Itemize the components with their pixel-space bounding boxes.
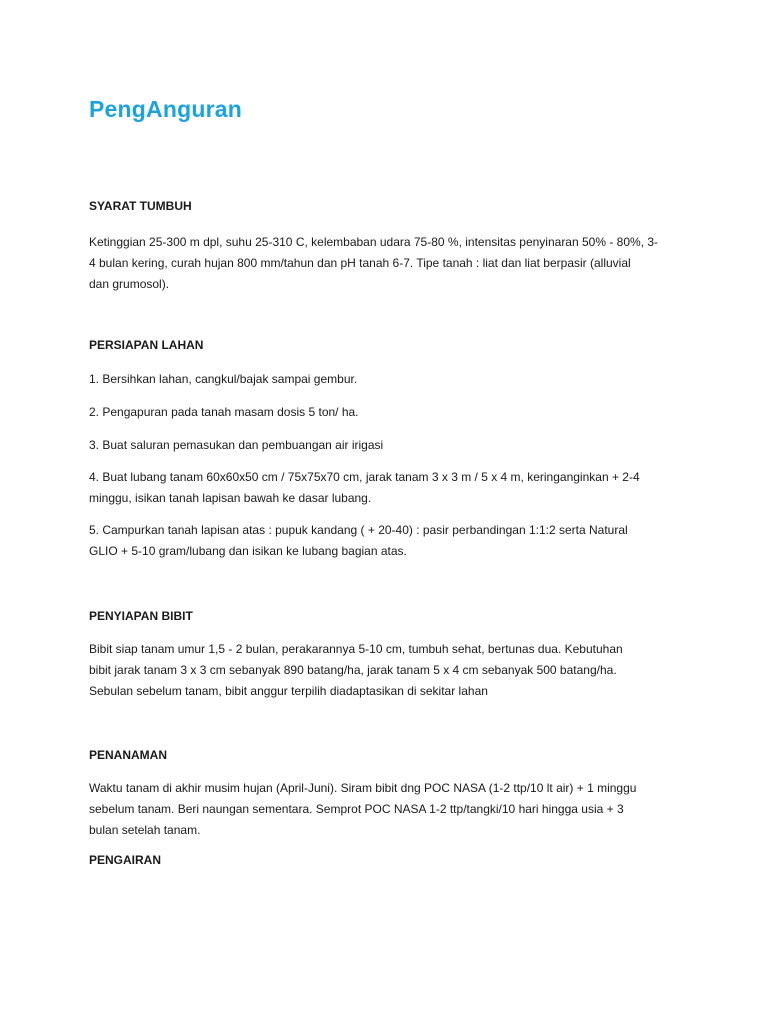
text-line: 3. Buat saluran pemasukan dan pembuangan air irigasi (89, 438, 384, 452)
text-line: dan grumosol). (89, 277, 170, 291)
text-line: sebelum tanam. Beri naungan sementara. Semprot POC NASA 1-2 ttp/tangki/10 hari hingga usia + 3 (89, 802, 624, 816)
text-line: Waktu tanam di akhir musim hujan (April-Juni). Siram bibit dng POC NASA (1-2 ttp/10 lt air) + 1 minggu (89, 781, 637, 795)
paragraph-penanaman (89, 778, 689, 841)
text-line: Bibit siap tanam umur 1,5 - 2 bulan, perakarannya 5-10 cm, tumbuh sehat, bertunas dua. Kebutuhan (89, 642, 623, 656)
paragraph-penyiapan-bibit (89, 639, 689, 702)
text-line: minggu, isikan tanah lapisan bawah ke dasar lubang. (89, 491, 372, 505)
text-line: 5. Campurkan tanah lapisan atas : pupuk kandang ( + 20-40) : pasir perbandingan 1:1:2 serta Natural (89, 523, 628, 537)
list-item-persiapan-4 (89, 467, 689, 509)
text-line: 4. Buat lubang tanam 60x60x50 cm / 75x75x70 cm, jarak tanam 3 x 3 m / 5 x 4 m, keringanginkan + 2-4 (89, 470, 640, 484)
heading-syarat-tumbuh: SYARAT TUMBUH (89, 199, 192, 213)
heading-penanaman: PENANAMAN (89, 748, 167, 762)
text-line: 4 bulan kering, curah hujan 800 mm/tahun dan pH tanah 6-7. Tipe tanah : liat dan liat berpasir (alluvial (89, 256, 631, 270)
document-title: PengAnguran (89, 96, 242, 122)
text-line: GLIO + 5-10 gram/lubang dan isikan ke lubang bagian atas. (89, 544, 407, 558)
list-item-persiapan-2 (89, 402, 689, 423)
text-line: Sebulan sebelum tanam, bibit anggur terpilih diadaptasikan di sekitar lahan (89, 684, 488, 698)
text-line: bulan setelah tanam. (89, 823, 201, 837)
text-line: 2. Pengapuran pada tanah masam dosis 5 ton/ ha. (89, 405, 359, 419)
list-item-persiapan-5 (89, 520, 689, 562)
paragraph-syarat-tumbuh (89, 232, 689, 295)
text-line: Ketinggian 25-300 m dpl, suhu 25-310 C, kelembaban udara 75-80 %, intensitas penyinaran 50% - 80%, 3- (89, 235, 659, 249)
heading-penyiapan-bibit: PENYIAPAN BIBIT (89, 609, 193, 623)
heading-persiapan-lahan: PERSIAPAN LAHAN (89, 338, 204, 352)
list-item-persiapan-3 (89, 435, 689, 456)
heading-pengairan: PENGAIRAN (89, 853, 162, 867)
list-item-persiapan-1 (89, 369, 689, 390)
text-line: bibit jarak tanam 3 x 3 cm sebanyak 890 batang/ha, jarak tanam 5 x 4 cm sebanyak 500 batang/ha. (89, 663, 617, 677)
text-line: 1. Bersihkan lahan, cangkul/bajak sampai gembur. (89, 372, 358, 386)
